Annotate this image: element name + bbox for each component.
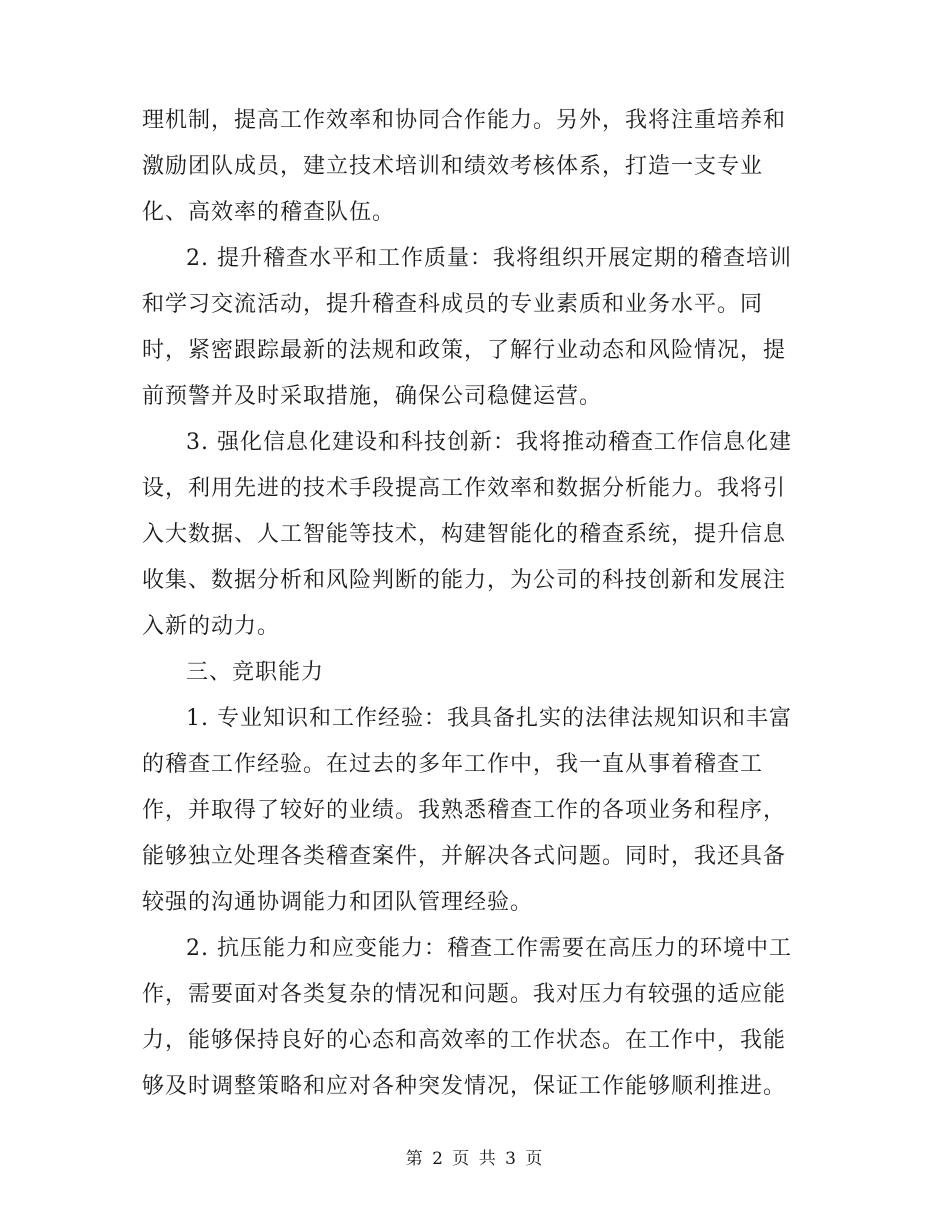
text-line: 理机制，提高工作效率和协同合作能力。另外，我将注重培养和: [142, 108, 787, 133]
text-line: 能够独立处理各类稽查案件，并解决各式问题。同时，我还具备: [142, 844, 787, 869]
text-line: 入大数据、人工智能等技术，构建智能化的稽查系统，提升信息: [142, 522, 787, 547]
text-line: 作，并取得了较好的业绩。我熟悉稽查工作的各项业务和程序，: [142, 798, 787, 823]
text-line: 和学习交流活动，提升稽查科成员的专业素质和业务水平。同: [142, 292, 764, 317]
paragraph-heading-line: 2. 抗压能力和应变能力：稽查工作需要在高压力的环境中工: [186, 936, 792, 961]
text-line: 力，能够保持良好的心态和高效率的工作状态。在工作中，我能: [142, 1028, 787, 1053]
text-line: 收集、数据分析和风险判断的能力，为公司的科技创新和发展注: [142, 568, 787, 593]
paragraph-heading-line: 2. 提升稽查水平和工作质量：我将组织开展定期的稽查培训: [186, 246, 792, 271]
text-line: 的稽查工作经验。在过去的多年工作中，我一直从事着稽查工: [142, 752, 764, 777]
paragraph-heading-line: 3. 强化信息化建设和科技创新：我将推动稽查工作信息化建: [186, 430, 792, 455]
text-line: 作，需要面对各类复杂的情况和问题。我对压力有较强的适应能: [142, 982, 787, 1007]
text-line: 激励团队成员，建立技术培训和绩效考核体系，打造一支专业: [142, 154, 764, 179]
page-number-footer: 第 2 页 共 3 页: [405, 1149, 545, 1169]
text-line: 前预警并及时采取措施，确保公司稳健运营。: [142, 384, 603, 409]
paragraph-heading-line: 1. 专业知识和工作经验：我具备扎实的法律法规知识和丰富: [186, 706, 792, 731]
text-line: 设，利用先进的技术手段提高工作效率和数据分析能力。我将引: [142, 476, 787, 501]
text-line: 化、高效率的稽查队伍。: [142, 200, 396, 225]
section-heading: 三、竞职能力: [186, 660, 325, 685]
text-line: 较强的沟通协调能力和团队管理经验。: [142, 890, 534, 915]
text-line: 入新的动力。: [142, 614, 281, 639]
text-line: 时，紧密跟踪最新的法规和政策，了解行业动态和风险情况，提: [142, 338, 787, 363]
text-line: 够及时调整策略和应对各种突发情况，保证工作能够顺利推进。: [142, 1074, 787, 1099]
